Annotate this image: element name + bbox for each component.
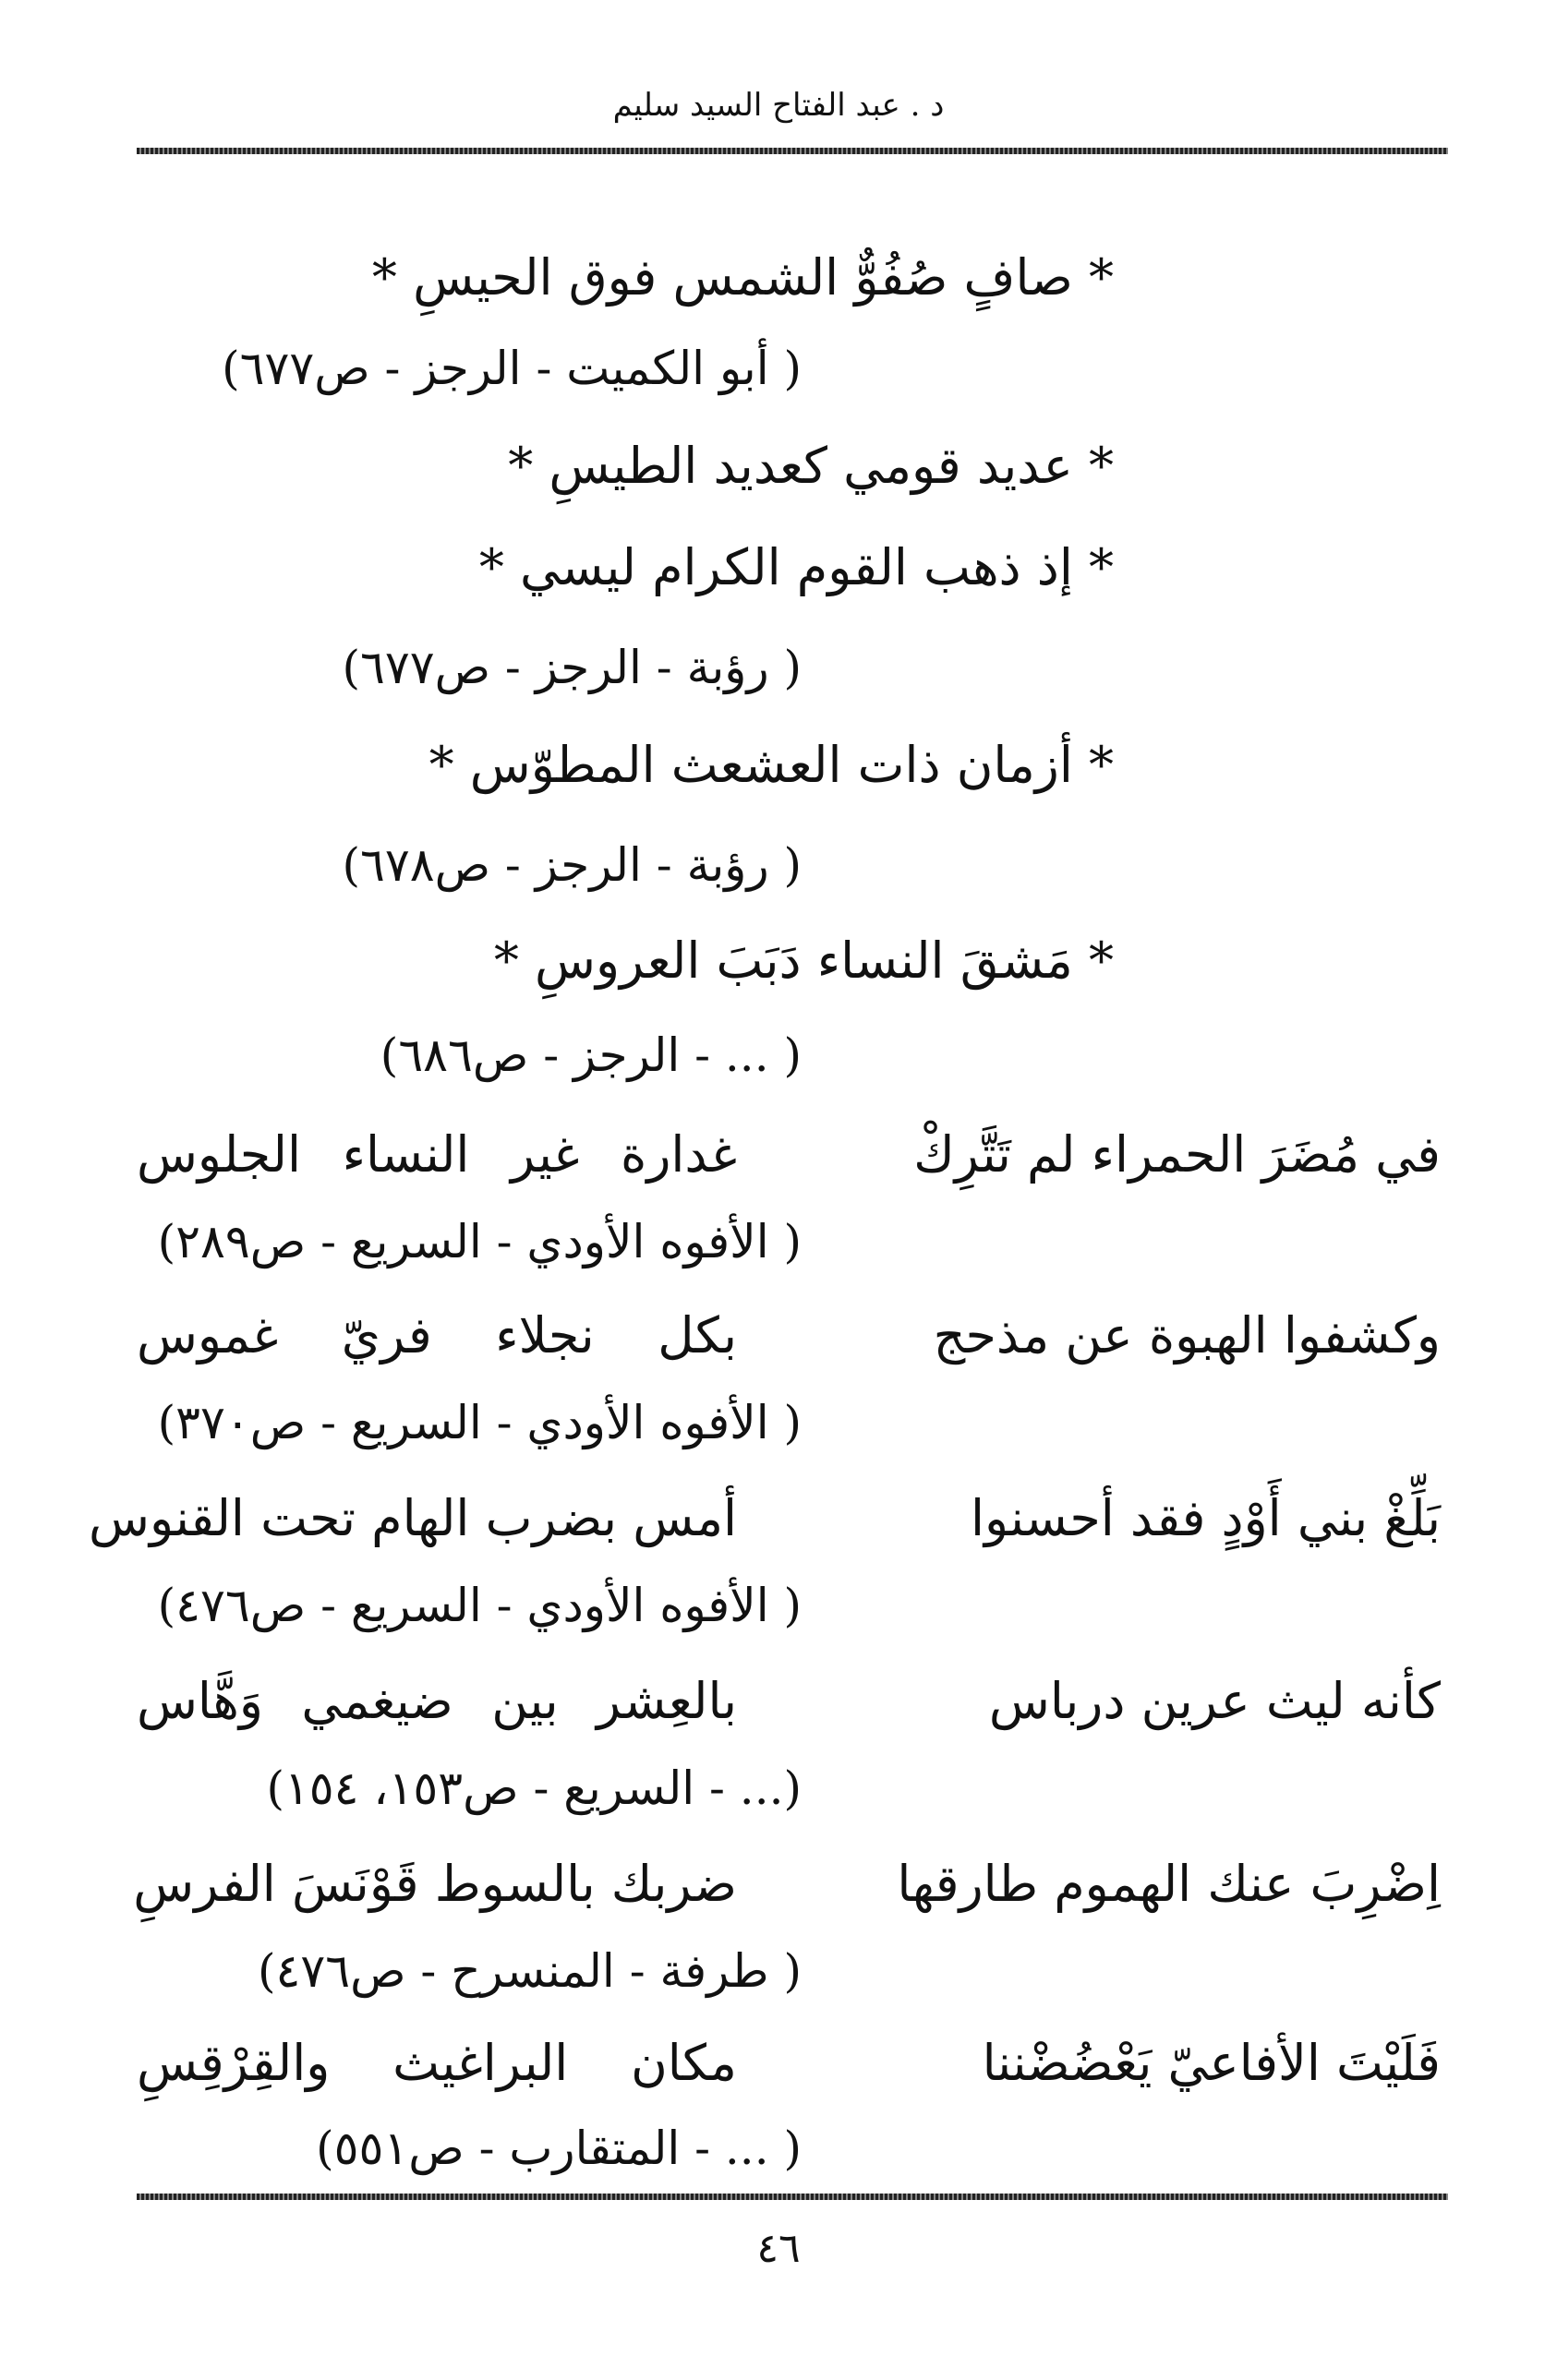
citation: ( رؤبة - الرجز - ص٦٧٧)	[342, 641, 802, 694]
couplet-second-hemistich: ضربك بالسوط قَوْنَسَ الفرسِ	[133, 1855, 737, 1913]
couplet-first-hemistich: في مُضَرَ الحمراء لم تَتَّرِكْ	[913, 1125, 1441, 1184]
citation: ( ... - المتقارب - ص٥٥١)	[316, 2122, 802, 2175]
couplet-second-hemistich: بكل نجلاء فريّ غموس	[137, 1306, 737, 1364]
couplet-second-hemistich: مكان البراغيث والقِرْقِسِ	[137, 2034, 737, 2092]
couplet-first-hemistich: اِضْرِبَ عنك الهموم طارقها	[897, 1855, 1441, 1913]
verse-line: * صافٍ صُفُوٌّ الشمس فوق الحيسِ *	[371, 248, 1114, 307]
couplet-second-hemistich: غدارة غير النساء الجلوس	[137, 1125, 737, 1184]
citation: ( الأفوه الأودي - السريع - ص٢٨٩)	[157, 1215, 802, 1268]
couplet-first-hemistich: وكشفوا الهبوة عن مذحج	[933, 1306, 1441, 1364]
verse-line: * مَشقَ النساء دَبَبَ العروسِ *	[493, 932, 1114, 990]
header-rule	[137, 148, 1448, 154]
couplet-first-hemistich: فَلَيْتَ الأفاعيّ يَعْضُضْننا	[982, 2034, 1441, 2092]
citation: ( طرفة - المنسرح - ص٤٧٦)	[258, 1944, 802, 1998]
citation: ( ... - الرجز - ص٦٨٦)	[380, 1028, 802, 1082]
running-head: د . عبد الفتاح السيد سليم	[612, 87, 945, 124]
citation: ( أبو الكميت - الرجز - ص٦٧٧)	[222, 342, 802, 395]
citation: (... - السريع - ص١٥٣، ١٥٤)	[266, 1761, 802, 1815]
citation: ( الأفوه الأودي - السريع - ص٣٧٠)	[157, 1396, 802, 1449]
verse-line: * عديد قومي كعديد الطيسِ *	[508, 437, 1114, 495]
couplet-second-hemistich: أمس بضرب الهام تحت القنوس	[89, 1489, 737, 1547]
citation: ( الأفوه الأودي - السريع - ص٤٧٦)	[157, 1579, 802, 1632]
couplet-second-hemistich: بالعِشر بين ضيغمي وَهَّاس	[137, 1672, 737, 1730]
footer-rule	[137, 2194, 1448, 2200]
verse-line: * أزمان ذات العشعث المطوّس *	[428, 736, 1114, 794]
couplet-first-hemistich: بَلِّغْ بني أَوْدٍ فقد أحسنوا	[971, 1489, 1441, 1547]
verse-line: * إذ ذهب القوم الكرام ليسي *	[478, 538, 1114, 596]
couplet-first-hemistich: كأنه ليث عرين درباس	[988, 1672, 1441, 1730]
page-number: ٤٦	[756, 2225, 801, 2272]
citation: ( رؤبة - الرجز - ص٦٧٨)	[342, 838, 802, 892]
